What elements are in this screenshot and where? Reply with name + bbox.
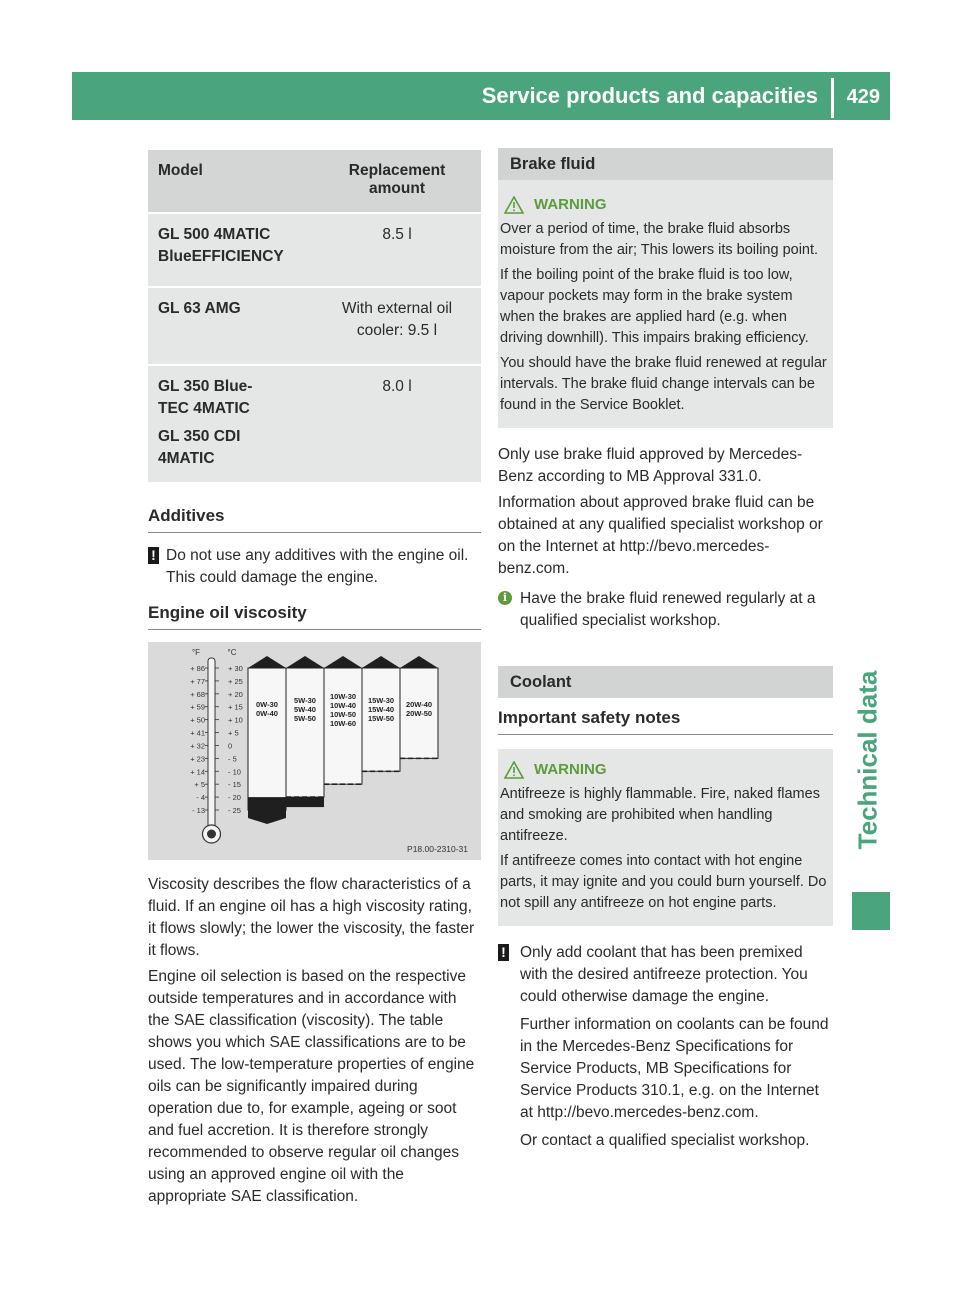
celsius-tick-label: 0 [228, 741, 233, 751]
grade-label: 15W-30 [367, 696, 395, 705]
table-row [148, 288, 481, 364]
side-tab-marker [852, 892, 890, 930]
additives-note-text: Do not use any additives with the engine oil. This could damage the engine. [166, 547, 469, 586]
capacity-table [148, 148, 481, 484]
page-number: 429 [846, 86, 880, 108]
thermometer-bulb-core [207, 830, 216, 839]
amount-cell [313, 214, 481, 286]
coolant-warning [498, 749, 833, 926]
grade-label: 0W-30 [256, 700, 278, 709]
header-model: Model [148, 150, 313, 212]
header-divider [831, 78, 834, 118]
amount-line: 8.5 l [382, 226, 412, 243]
viscosity-heading: Engine oil viscosity [148, 603, 481, 630]
viscosity-chart [148, 642, 481, 860]
fahrenheit-tick-label: + 14 [190, 767, 205, 777]
grade-label: 10W-40 [329, 701, 357, 710]
celsius-tick-label: + 5 [228, 728, 239, 738]
page-header [72, 72, 890, 120]
table-header-row [148, 150, 481, 212]
amount-line: 8.0 l [382, 378, 412, 395]
celsius-tick-label: - 25 [228, 806, 241, 815]
brake-warning [498, 186, 833, 428]
brake-info-text: Have the brake fluid renewed regularly at a qualified specialist workshop. [520, 590, 816, 629]
model-cell [148, 366, 313, 482]
model-cell [148, 288, 313, 364]
right-column [498, 148, 833, 1158]
amount-cell [313, 288, 481, 364]
grade-label: 15W-50 [367, 714, 395, 723]
celsius-tick-label: - 15 [228, 780, 241, 790]
caution-icon: ! [148, 547, 159, 564]
celsius-tick-label: - 10 [228, 767, 241, 777]
fahrenheit-tick-label: - 4 [196, 793, 205, 803]
model-line: GL 350 Blue- [158, 378, 253, 395]
grade-label: 20W-40 [405, 700, 433, 709]
celsius-tick-label: - 20 [228, 793, 241, 803]
fahrenheit-tick-label: + 41 [190, 728, 205, 738]
model-line: 4MATIC [158, 450, 215, 467]
grade-label: 10W-30 [329, 692, 357, 701]
coolant-note [498, 942, 833, 1152]
viscosity-para-1: Viscosity describes the flow characteristics of a fluid. If an engine oil has a high viscosity rating, it flows slowly; the lower the viscosity, the faster it flows. [148, 876, 475, 959]
header-amount [313, 150, 481, 212]
warning-heading [500, 194, 829, 215]
coolant-box [498, 666, 833, 698]
model-line: GL 350 CDI [158, 428, 241, 445]
chart-reference-code: P18.00-2310-31 [407, 844, 468, 854]
fahrenheit-tick-label: + 68 [190, 689, 205, 699]
grade-column-head [248, 656, 286, 668]
fahrenheit-tick-label: + 77 [190, 676, 205, 686]
celsius-tick-label: + 10 [228, 715, 243, 725]
model-line: TEC 4MATIC [158, 400, 250, 417]
model-cell [148, 214, 313, 286]
grade-column-head [324, 656, 362, 668]
grade-label: 5W-40 [294, 705, 316, 714]
fahrenheit-tick-label: + 5 [194, 780, 205, 790]
brake-warning-text: If the boiling point of the brake fluid is too low, vapour pockets may form in the brake system when the brakes are applied hard (e.g. when driving downhill). This impairs braking efficiency. [500, 267, 809, 346]
warning-label: WARNING [534, 761, 607, 778]
grade-label: 10W-60 [329, 719, 357, 728]
model-line: GL 63 AMG [158, 300, 241, 317]
grade-label: 10W-50 [329, 710, 357, 719]
brake-para-2: Information about approved brake fluid can be obtained at any qualified specialist workshop or on the Internet at http://bevo.mercedes-benz.com. [498, 494, 823, 577]
warning-label: WARNING [534, 196, 607, 213]
fahrenheit-tick-label: + 86 [190, 664, 205, 673]
additives-heading: Additives [148, 506, 481, 533]
brake-warning-text: Over a period of time, the brake fluid absorbs moisture from the air; This lowers its boiling point. [500, 221, 819, 258]
brake-warning-text: You should have the brake fluid renewed at regular intervals. The brake fluid change intervals can be found in the Service Booklet. [500, 355, 827, 413]
coolant-warning-text: Antifreeze is highly flammable. Fire, naked flames and smoking are prohibited when handling antifreeze. [500, 786, 820, 844]
celsius-tick-label: + 15 [228, 702, 243, 712]
model-line: BlueEFFICIENCY [158, 248, 284, 265]
grade-label: 15W-40 [367, 705, 395, 714]
cold-range-5w [286, 797, 324, 807]
unit-f-label: °F [191, 648, 201, 657]
table-row [148, 214, 481, 286]
info-icon: i [498, 591, 512, 605]
additives-note [148, 545, 481, 589]
grade-label: 5W-50 [294, 714, 316, 723]
brake-fluid-box [498, 148, 833, 428]
viscosity-chart-svg [148, 642, 481, 860]
coolant-title: Coolant [498, 666, 833, 698]
grade-column-head [400, 656, 438, 668]
warning-triangle-icon [504, 761, 524, 779]
celsius-tick-label: + 20 [228, 689, 243, 699]
left-column [148, 148, 481, 1208]
header-amount-line1: Replacement [348, 162, 446, 179]
fahrenheit-tick-label: + 50 [190, 715, 205, 725]
header-title: Service products and capacities [481, 83, 818, 108]
thermometer-tube [208, 658, 215, 828]
amount-line: cooler: 9.5 l [356, 322, 438, 339]
model-line: GL 500 4MATIC [158, 226, 271, 243]
amount-cell [313, 366, 481, 482]
coolant-note-text: Only add coolant that has been premixed with the desired antifreeze protection. You could otherwise damage the engine. [520, 944, 808, 1005]
viscosity-para-2: Engine oil selection is based on the respective outside temperatures and in accordance with the SAE classification (viscosity). The table shows you which SAE classifications are to be used. The low-temperature properties of engine oils can be significantly impaired during operation due to, for example, ageing or soot and fuel accretion. It is therefore strongly recommended to observe regular oil changes using an approved engine oil with the appropriate SAE classification. [148, 968, 475, 1205]
warning-triangle-icon [504, 196, 524, 214]
grade-label: 5W-30 [294, 696, 316, 705]
brake-fluid-title: Brake fluid [498, 148, 833, 180]
side-tab-label: Technical data [852, 670, 883, 850]
cold-range-0w [248, 797, 286, 824]
grade-label: 0W-40 [256, 709, 278, 718]
brake-info [498, 588, 833, 632]
celsius-tick-label: + 30 [228, 664, 243, 673]
coolant-warning-box [498, 749, 833, 926]
fahrenheit-tick-label: + 59 [190, 702, 205, 712]
coolant-note-text: Further information on coolants can be found in the Mercedes-Benz Specifications for Service Products, MB Specifications for Service Products 310.1, e.g. on the Internet at http://bevo.mercedes-benz.com. [520, 1016, 829, 1121]
side-tab [838, 645, 898, 875]
grade-column [248, 668, 286, 810]
header-amount-line2: amount [369, 180, 425, 197]
fahrenheit-tick-label: + 32 [190, 741, 205, 751]
grade-label: 20W-50 [405, 709, 433, 718]
grade-column-head [286, 656, 324, 668]
celsius-tick-label: - 5 [228, 754, 237, 764]
grade-column-head [362, 656, 400, 668]
warning-heading [500, 759, 829, 780]
grade-column [286, 668, 324, 797]
brake-para-1: Only use brake fluid approved by Mercedes-Benz according to MB Approval 331.0. [498, 446, 803, 485]
table-row [148, 366, 481, 482]
coolant-warning-text: If antifreeze comes into contact with hot engine parts, it may ignite and you could burn yourself. Do not spill any antifreeze on hot engine parts. [500, 853, 827, 911]
coolant-note-text: Or contact a qualified specialist workshop. [520, 1132, 810, 1149]
fahrenheit-tick-label: + 23 [190, 754, 205, 764]
fahrenheit-tick-label: - 13 [192, 806, 205, 815]
coolant-safety-heading: Important safety notes [498, 708, 833, 735]
caution-icon: ! [498, 944, 509, 961]
celsius-tick-label: + 25 [228, 676, 243, 686]
unit-c-label: °C [227, 648, 237, 657]
amount-line: With external oil [341, 300, 453, 317]
